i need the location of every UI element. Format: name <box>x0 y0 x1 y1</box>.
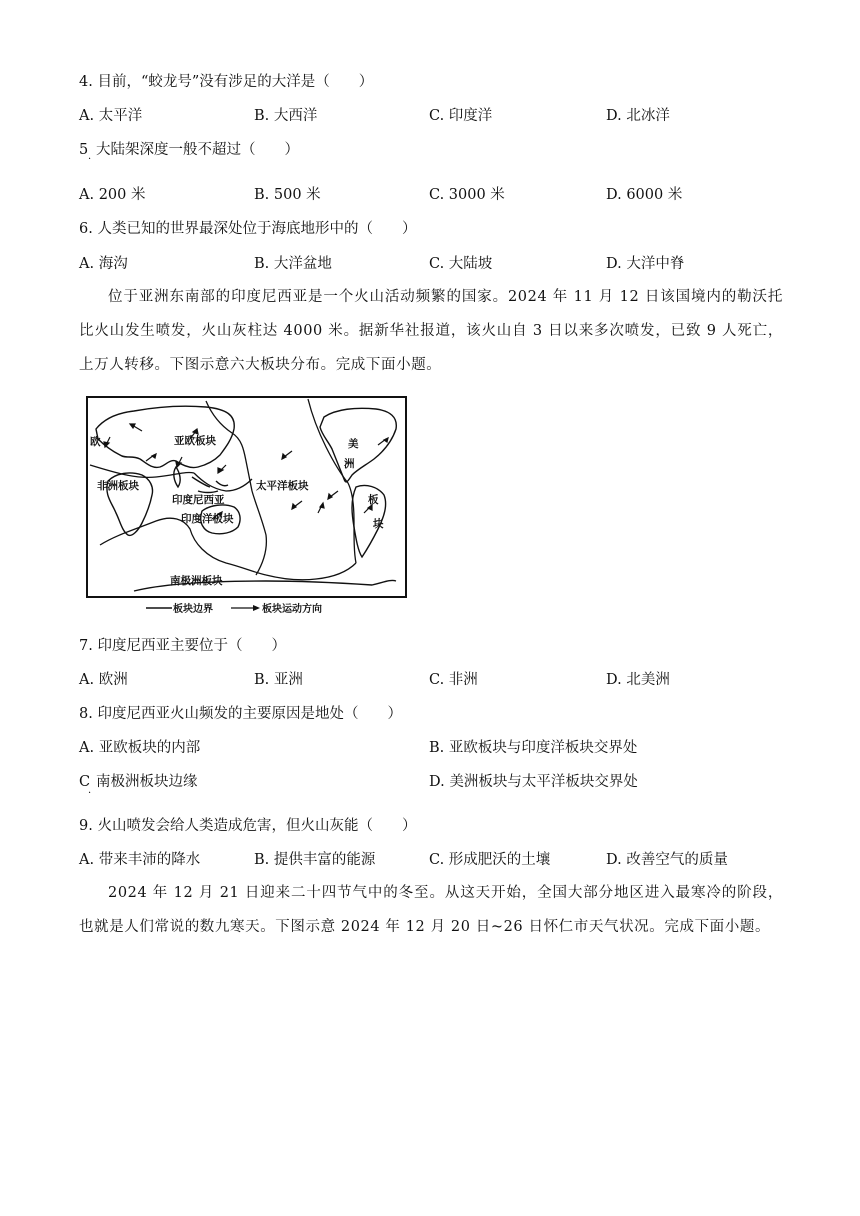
q4-option-d: D. 北冰洋 <box>606 108 670 124</box>
q5-option-c: C. 3000 米 <box>429 187 505 203</box>
q6-option-a: A. 海沟 <box>79 256 128 272</box>
q9-option-c: C. 形成肥沃的土壤 <box>429 852 551 868</box>
q8-option-a: A. 亚欧板块的内部 <box>79 740 201 756</box>
q4-option-b: B. 大西洋 <box>254 108 318 124</box>
q8-option-d: D. 美洲板块与太平洋板块交界处 <box>429 774 638 790</box>
q5-option-d: D. 6000 米 <box>606 187 683 203</box>
q9-option-a: A. 带来丰沛的降水 <box>79 852 201 868</box>
label-pacific-plate: 太平洋板块 <box>256 480 309 492</box>
q4-stem: 4. 目前，“蛟龙号”没有涉足的大洋是（ ） <box>79 74 374 90</box>
passage-winter-solstice: 2024 年 12 月 21 日迎来二十四节气中的冬至。从这天开始，全国大部分地区进入最寒冷的阶段，也就是人们常说的数九寒天。下图示意 2024 年 12 月 20 日~26 日怀仁市天气状况。完成下面小题。 <box>79 885 783 935</box>
label-american-plate-4: 块 <box>373 518 384 530</box>
q8-stem: 8. 印度尼西亚火山频发的主要原因是地处（ ） <box>79 706 402 722</box>
label-indian-ocean-plate: 印度洋板块 <box>181 513 234 525</box>
legend-boundary-label: 板块边界 <box>173 604 213 615</box>
q6-stem: 6. 人类已知的世界最深处位于海底地形中的（ ） <box>79 221 417 237</box>
label-antarctic-plate: 南极洲板块 <box>170 575 223 587</box>
label-american-plate-3: 板 <box>368 494 379 506</box>
label-african-plate: 非洲板块 <box>97 480 139 492</box>
q8-dot: · <box>88 788 92 799</box>
label-eurasian-plate: 亚欧板块 <box>174 435 216 447</box>
plate-map <box>86 395 408 617</box>
q8-option-c-text: 南极洲板块边缘 <box>96 774 198 790</box>
q7-stem: 7. 印度尼西亚主要位于（ ） <box>79 638 286 654</box>
q5-number: 5 <box>79 142 89 158</box>
passage-indonesia: 位于亚洲东南部的印度尼西亚是一个火山活动频繁的国家。2024 年 11 月 12 日该国境内的勒沃托比火山发生喷发，火山灰柱达 4000 米。据新华社报道，该火山自 3 日以来多次喷发，已致 9 人死亡，上万人转移。下图示意六大板块分布。完成下面小题。 <box>79 289 783 373</box>
q5-option-a: A. 200 米 <box>79 187 146 203</box>
q5-option-b: B. 500 米 <box>254 187 321 203</box>
legend-arrow-head-icon <box>253 605 260 611</box>
q9-option-b: B. 提供丰富的能源 <box>254 852 376 868</box>
q6-option-d: D. 大洋中脊 <box>606 256 685 272</box>
legend-direction-label: 板块运动方向 <box>262 604 322 615</box>
q6-option-c: C. 大陆坡 <box>429 256 493 272</box>
q7-option-c: C. 非洲 <box>429 672 478 688</box>
q7-option-b: B. 亚洲 <box>254 672 303 688</box>
label-american-plate-2: 洲 <box>344 458 355 470</box>
q8-option-c-letter: C <box>79 774 91 790</box>
label-indonesia: 印度尼西亚 <box>172 494 225 506</box>
q5-stem: 大陆架深度一般不超过（ ） <box>96 142 299 158</box>
label-american-plate-1: 美 <box>348 438 359 450</box>
q9-option-d: D. 改善空气的质量 <box>606 852 728 868</box>
q7-option-d: D. 北美洲 <box>606 672 670 688</box>
q4-option-c: C. 印度洋 <box>429 108 493 124</box>
q5-dot: · <box>88 154 92 165</box>
q8-option-b: B. 亚欧板块与印度洋板块交界处 <box>429 740 638 756</box>
label-europe-cut: 欧 <box>90 436 101 448</box>
q9-stem: 9. 火山喷发会给人类造成危害，但火山灰能（ ） <box>79 818 417 834</box>
q6-option-b: B. 大洋盆地 <box>254 256 332 272</box>
q7-option-a: A. 欧洲 <box>79 672 128 688</box>
q4-option-a: A. 太平洋 <box>79 108 143 124</box>
